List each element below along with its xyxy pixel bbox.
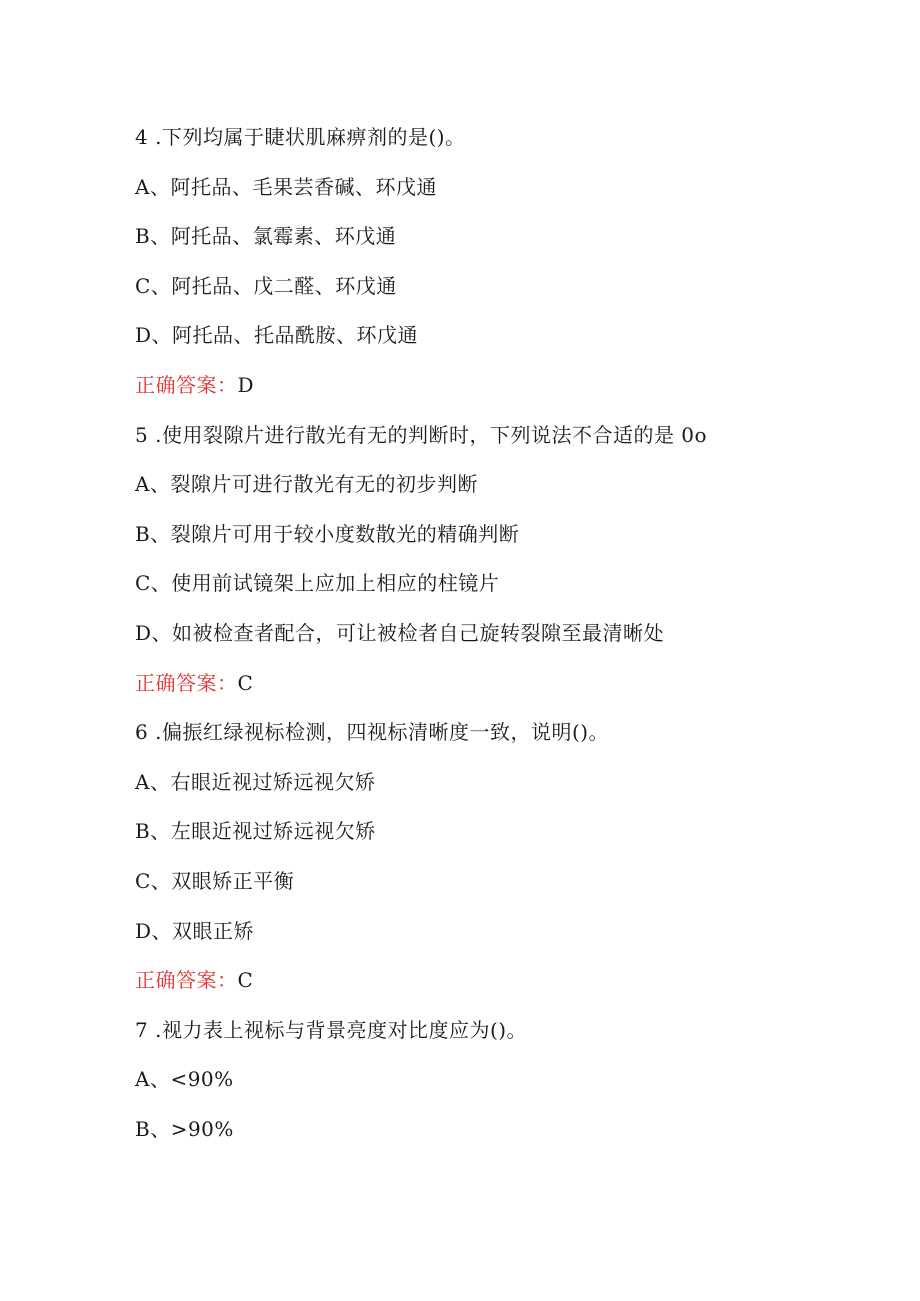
answer-label: 正确答案： xyxy=(135,372,238,397)
question-stem: 5 .使用裂隙片进行散光有无的判断时，下列说法不合适的是 0o xyxy=(135,422,708,447)
correct-answer xyxy=(135,961,875,1011)
option-d: D、双眼正矫 xyxy=(135,918,255,943)
question-stem: 4 .下列均属于睫状肌麻痹剂的是()。 xyxy=(135,125,466,149)
option-c: C、阿托品、戊二醛、环戊通 xyxy=(135,273,397,298)
option-c: C、双眼矫正平衡 xyxy=(135,868,295,893)
answer-value: D xyxy=(237,372,255,397)
option-a: A、<90% xyxy=(135,1067,234,1092)
option-d: D、阿托品、托品酰胺、环戊通 xyxy=(135,323,419,348)
option-d: D、如被检查者配合，可让被检者自己旋转裂隙至最清晰处 xyxy=(135,620,665,645)
option-b: B、阿托品、氯霉素、环戊通 xyxy=(135,224,397,249)
question-list xyxy=(135,118,875,1159)
question-stem: 7 .视力表上视标与背景亮度对比度应为()。 xyxy=(135,1017,528,1042)
option-b: B、左眼近视过矫远视欠矫 xyxy=(135,819,376,844)
option-a: A、右眼近视过矫远视欠矫 xyxy=(135,769,376,794)
answer-label: 正确答案： xyxy=(135,968,238,993)
option-b: B、裂隙片可用于较小度数散光的精确判断 xyxy=(135,521,520,546)
question-stem: 6 .偏振红绿视标检测，四视标清晰度一致，说明()。 xyxy=(135,720,610,745)
correct-answer xyxy=(135,664,875,714)
answer-label: 正确答案： xyxy=(135,670,238,695)
option-a: A、裂隙片可进行散光有无的初步判断 xyxy=(135,472,478,497)
answer-value: C xyxy=(237,968,254,993)
option-c: C、使用前试镜架上应加上相应的柱镜片 xyxy=(135,571,500,596)
answer-value: C xyxy=(237,670,254,695)
correct-answer xyxy=(135,366,875,416)
option-a: A、阿托品、毛果芸香碱、环戊通 xyxy=(135,174,437,199)
option-b: B、>90% xyxy=(135,1116,234,1141)
